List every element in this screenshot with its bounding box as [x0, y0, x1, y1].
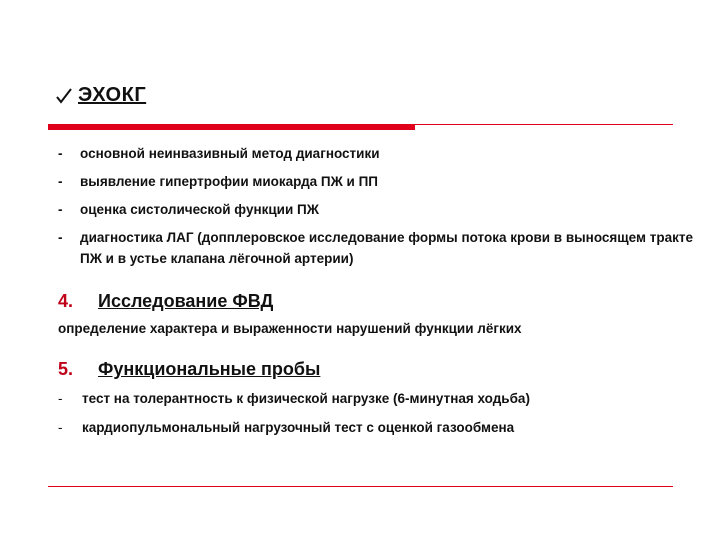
list-item-text: тест на толерантность к физической нагрузке (6-минутная ходьба)	[82, 391, 530, 406]
section-number: 5.	[58, 359, 74, 379]
echo-list	[58, 143, 698, 276]
list-dash: -	[58, 420, 63, 435]
list-item	[58, 199, 698, 220]
bottom-divider	[48, 486, 673, 487]
list-item-text: основной неинвазивный метод диагностики	[80, 146, 380, 161]
title-text: ЭХОКГ	[78, 84, 147, 106]
list-dash: -	[58, 146, 63, 161]
section-description: определение характера и выраженности нарушений функции лёгких	[58, 321, 522, 336]
list-item	[58, 388, 698, 409]
tests-list	[58, 388, 698, 446]
section-heading-functional-tests	[58, 359, 320, 380]
section-title: Исследование ФВД	[98, 291, 274, 311]
list-item-text: кардиопульмональный нагрузочный тест с оценкой газообмена	[82, 420, 515, 435]
list-item	[58, 171, 698, 192]
list-dash: -	[58, 202, 63, 217]
slide-title	[56, 84, 146, 107]
section-heading-fvd	[58, 291, 273, 312]
top-divider-thick	[48, 124, 415, 130]
list-dash: -	[58, 230, 63, 245]
list-item	[58, 143, 698, 164]
list-dash: -	[58, 391, 63, 406]
list-item	[58, 227, 698, 269]
list-item-text: оценка систолической функции ПЖ	[80, 202, 319, 217]
list-dash: -	[58, 174, 63, 189]
checkmark-icon	[56, 87, 72, 105]
section-title: Функциональные пробы	[98, 359, 321, 379]
list-item	[58, 417, 698, 438]
list-item-text: выявление гипертрофии миокарда ПЖ и ПП	[80, 174, 379, 189]
list-item-text: диагностика ЛАГ (допплеровское исследование формы потока крови в выносящем тракте ПЖ и в устье клапана лёгочной артерии)	[80, 230, 693, 266]
section-number: 4.	[58, 291, 74, 311]
